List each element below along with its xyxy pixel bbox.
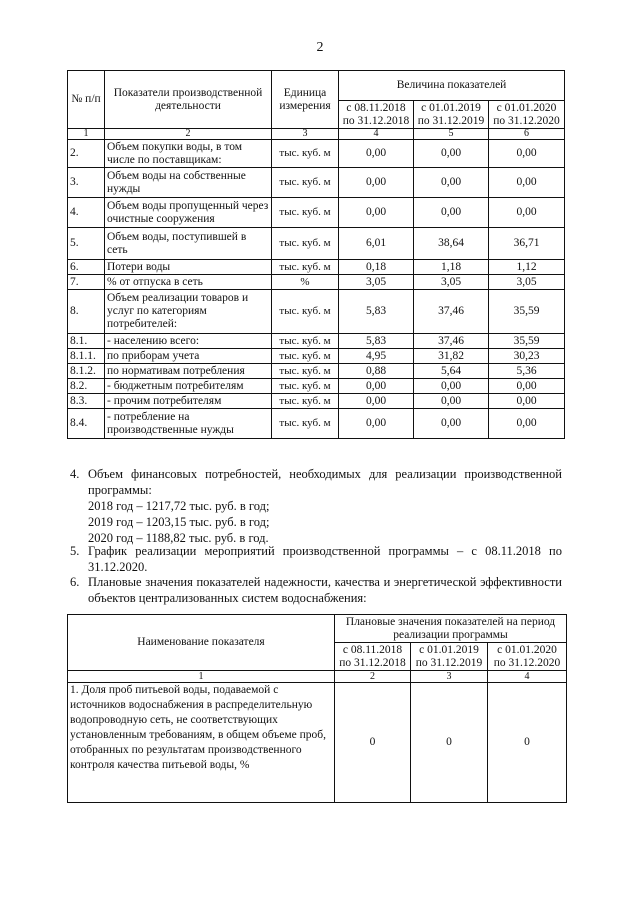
row-unit: тыс. куб. м: [272, 349, 339, 364]
row-value-2020: 5,36: [489, 364, 565, 379]
row-value-2018: 0: [335, 683, 411, 803]
row-number: 8.3.: [68, 394, 105, 409]
row-number: 8.1.1.: [68, 349, 105, 364]
row-value-2018: 0,00: [339, 140, 414, 168]
row-value-2019: 0,00: [414, 379, 489, 394]
row-value-2020: 0,00: [489, 394, 565, 409]
row-value-2019: 0: [411, 683, 488, 803]
index-cell: 3: [272, 129, 339, 140]
row-name: - потребление на производственные нужды: [105, 409, 272, 439]
row-unit: тыс. куб. м: [272, 334, 339, 349]
finance-line-2018: 2018 год – 1217,72 тыс. руб. в год;: [88, 499, 270, 513]
row-value-2018: 3,05: [339, 275, 414, 290]
row-value-2018: 5,83: [339, 290, 414, 334]
row-unit: тыс. куб. м: [272, 168, 339, 198]
row-value-2019: 3,05: [414, 275, 489, 290]
row-name: по нормативам потребления: [105, 364, 272, 379]
row-value-2020: 0,00: [489, 198, 565, 228]
section-6: [70, 574, 562, 606]
row-value-2020: 1,12: [489, 260, 565, 275]
row-number: 8.1.: [68, 334, 105, 349]
table-row: [68, 334, 565, 349]
index-cell: 1: [68, 129, 105, 140]
row-number: 8.2.: [68, 379, 105, 394]
row-value-2019: 0,00: [414, 409, 489, 439]
row-number: 5.: [68, 228, 105, 260]
row-value-2020: 30,23: [489, 349, 565, 364]
section-5-text: График реализации мероприятий производственной программы – с 08.11.2018 по 31.12.2020.: [88, 544, 562, 574]
index-cell: 5: [414, 129, 489, 140]
index-cell: 4: [339, 129, 414, 140]
index-cell: 1: [68, 671, 335, 683]
index-cell: 2: [335, 671, 411, 683]
header-planned-group: Плановые значения показателей на период реализации программы: [335, 615, 567, 643]
header-value-group: Величина показателей: [339, 71, 565, 101]
row-unit: тыс. куб. м: [272, 260, 339, 275]
production-indicators-table: [67, 70, 565, 439]
row-unit: %: [272, 275, 339, 290]
table-row: [68, 379, 565, 394]
header-period-1: с 08.11.2018 по 31.12.2018: [339, 101, 414, 129]
table-row: [68, 290, 565, 334]
section-4: [70, 466, 562, 546]
row-value-2018: 5,83: [339, 334, 414, 349]
section-6-text: Плановые значения показателей надежности, качества и энергетической эффективности объектов централизованных систем водоснабжения:: [88, 575, 562, 605]
section-5: [70, 543, 562, 575]
row-name: Потери воды: [105, 260, 272, 275]
section-5-number: 5.: [70, 544, 80, 558]
row-value-2020: 35,59: [489, 290, 565, 334]
row-value-2018: 0,18: [339, 260, 414, 275]
row-name: Объем реализации товаров и услуг по категориям потребителей:: [105, 290, 272, 334]
table-row: [68, 260, 565, 275]
header-name: Наименование показателя: [68, 615, 335, 671]
row-value-2019: 38,64: [414, 228, 489, 260]
header-period-2: с 01.01.2019 по 31.12.2019: [414, 101, 489, 129]
section-4-text: Объем финансовых потребностей, необходимых для реализации производственной программы:: [88, 467, 562, 497]
table-row: [68, 349, 565, 364]
row-value-2018: 6,01: [339, 228, 414, 260]
row-unit: тыс. куб. м: [272, 290, 339, 334]
row-name: 1. Доля проб питьевой воды, подаваемой с источников водоснабжения в распределительную водопроводную сеть, не соответствующих установленным требованиям, в общем объеме проб, отобранных по результатам производственного контроля качества питьевой воды, %: [68, 683, 335, 803]
header-indicator: Показатели производственной деятельности: [105, 71, 272, 129]
row-unit: тыс. куб. м: [272, 140, 339, 168]
row-value-2018: 4,95: [339, 349, 414, 364]
table-row: [68, 394, 565, 409]
row-number: 8.: [68, 290, 105, 334]
row-value-2018: 0,00: [339, 168, 414, 198]
row-value-2020: 0,00: [489, 379, 565, 394]
header-no: № п/п: [68, 71, 105, 129]
table-row: [68, 228, 565, 260]
row-number: 6.: [68, 260, 105, 275]
finance-line-2020: 2020 год – 1188,82 тыс. руб. в год.: [88, 531, 269, 545]
planned-values-table: [67, 614, 567, 803]
row-number: 7.: [68, 275, 105, 290]
row-value-2019: 0,00: [414, 198, 489, 228]
row-value-2018: 0,88: [339, 364, 414, 379]
row-value-2019: 31,82: [414, 349, 489, 364]
row-number: 8.1.2.: [68, 364, 105, 379]
table-row: [68, 364, 565, 379]
table-row: [68, 275, 565, 290]
row-value-2020: 36,71: [489, 228, 565, 260]
row-value-2020: 3,05: [489, 275, 565, 290]
table-row: [68, 409, 565, 439]
row-value-2020: 0: [488, 683, 567, 803]
row-name: Объем воды на собственные нужды: [105, 168, 272, 198]
row-unit: тыс. куб. м: [272, 364, 339, 379]
row-number: 4.: [68, 198, 105, 228]
row-value-2019: 5,64: [414, 364, 489, 379]
row-unit: тыс. куб. м: [272, 379, 339, 394]
table-row: [68, 140, 565, 168]
row-value-2018: 0,00: [339, 394, 414, 409]
row-number: 8.4.: [68, 409, 105, 439]
header-unit: Единица измерения: [272, 71, 339, 129]
row-name: Объем воды, поступившей в сеть: [105, 228, 272, 260]
row-value-2018: 0,00: [339, 409, 414, 439]
row-value-2020: 0,00: [489, 140, 565, 168]
row-value-2018: 0,00: [339, 379, 414, 394]
section-4-number: 4.: [70, 467, 80, 481]
row-value-2019: 0,00: [414, 394, 489, 409]
table-row: [68, 198, 565, 228]
row-name: - прочим потребителям: [105, 394, 272, 409]
row-name: Объем покупки воды, в том числе по поставщикам:: [105, 140, 272, 168]
header-period-3: с 01.01.2020 по 31.12.2020: [489, 101, 565, 129]
index-cell: 6: [489, 129, 565, 140]
row-name: по приборам учета: [105, 349, 272, 364]
row-unit: тыс. куб. м: [272, 228, 339, 260]
row-unit: тыс. куб. м: [272, 409, 339, 439]
row-value-2019: 37,46: [414, 290, 489, 334]
table-row: [68, 168, 565, 198]
row-value-2019: 1,18: [414, 260, 489, 275]
row-value-2020: 35,59: [489, 334, 565, 349]
row-value-2019: 0,00: [414, 140, 489, 168]
index-cell: 2: [105, 129, 272, 140]
row-value-2020: 0,00: [489, 409, 565, 439]
header-period-3: с 01.01.2020 по 31.12.2020: [488, 643, 567, 671]
row-value-2019: 37,46: [414, 334, 489, 349]
row-value-2019: 0,00: [414, 168, 489, 198]
row-value-2018: 0,00: [339, 198, 414, 228]
row-number: 3.: [68, 168, 105, 198]
index-cell: 3: [411, 671, 488, 683]
row-unit: тыс. куб. м: [272, 394, 339, 409]
row-name: Объем воды пропущенный через очистные сооружения: [105, 198, 272, 228]
header-period-1: с 08.11.2018 по 31.12.2018: [335, 643, 411, 671]
page-number: 2: [316, 40, 324, 55]
row-name: - бюджетным потребителям: [105, 379, 272, 394]
finance-line-2019: 2019 год – 1203,15 тыс. руб. в год;: [88, 515, 270, 529]
section-6-number: 6.: [70, 575, 80, 589]
row-number: 2.: [68, 140, 105, 168]
table-row: [68, 683, 567, 803]
index-cell: 4: [488, 671, 567, 683]
row-name: - населению всего:: [105, 334, 272, 349]
row-value-2020: 0,00: [489, 168, 565, 198]
row-name: % от отпуска в сеть: [105, 275, 272, 290]
header-period-2: с 01.01.2019 по 31.12.2019: [411, 643, 488, 671]
row-unit: тыс. куб. м: [272, 198, 339, 228]
